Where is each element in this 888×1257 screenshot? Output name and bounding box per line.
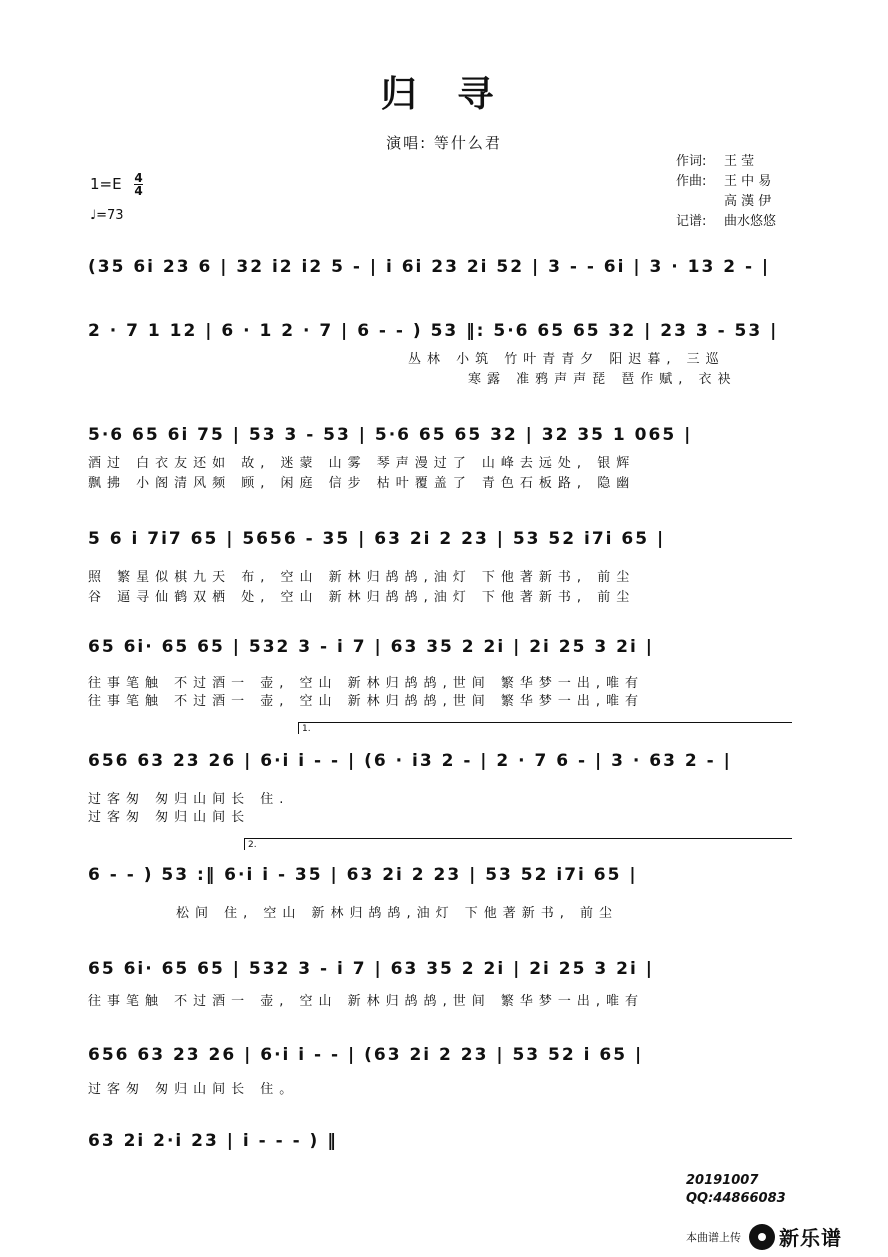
qq-text: QQ:44866083	[686, 1191, 786, 1206]
credit-value: 王 中 易	[724, 174, 772, 189]
notation-row: 65 6i· 65 65 | 532 3 - i 7 | 63 35 2 2i | 2i 25 3 2i |	[88, 637, 654, 657]
notation-row: 5·6 65 6i 75 | 53 3 - 53 | 5·6 65 65 32 | 32 35 1 065 |	[88, 425, 693, 445]
score-line-1	[88, 252, 794, 292]
lyric-verse-1: 往事笔触 不过酒一 壶, 空山 新林归鸪鸪,世间 繁华梦一出,唯有	[88, 994, 645, 1009]
time-signature	[134, 172, 142, 197]
credit-value: 高 漢 伊	[724, 194, 772, 209]
credits-block	[676, 152, 776, 232]
score-line-9	[88, 1040, 794, 1104]
score-line-4	[88, 524, 794, 608]
score-line-5	[88, 632, 794, 716]
score-line-8	[88, 954, 794, 1018]
score-line-10	[88, 1126, 794, 1162]
credit-composer	[676, 172, 776, 192]
key-signature	[90, 172, 143, 197]
notation-row: 656 63 23 26 | 6·i i - - | (6 · i3 2 - | 2 · 7 6 - | 3 · 63 2 - |	[88, 751, 732, 771]
footer-brand	[686, 1222, 842, 1251]
credit-label: 作曲:	[676, 174, 707, 189]
lyric-verse-1: 松间 住, 空山 新林归鸪鸪,油灯 下他著新书, 前尘	[176, 906, 619, 921]
song-title: 归 寻	[380, 74, 508, 115]
score-line-7	[88, 860, 794, 924]
credit-composer-2	[676, 192, 776, 212]
volta-1: 1.	[298, 722, 792, 734]
lyric-verse-1: 过客匆 匆归山间长 住。	[88, 1082, 299, 1097]
disc-logo-icon	[749, 1224, 775, 1250]
lyric-verse-2: 谷 逼寻仙鹤双栖 处, 空山 新林归鸪鸪,油灯 下他著新书, 前尘	[88, 590, 636, 605]
credit-label: 作词:	[676, 154, 707, 169]
brand-name: 新乐谱	[779, 1226, 842, 1250]
lyric-verse-2: 过客匆 匆归山间长	[88, 810, 251, 825]
credit-value: 王 莹	[724, 154, 755, 169]
score-line-6	[88, 746, 794, 830]
notation-row: 2 · 7 1 12 | 6 · 1 2 · 7 | 6 - - ) 53 ‖: 5·6 65 65 32 | 23 3 - 53 |	[88, 321, 779, 341]
notation-row: 65 6i· 65 65 | 532 3 - i 7 | 63 35 2 2i | 2i 25 3 2i |	[88, 959, 654, 979]
notation-row: 6 - - ) 53 :‖ 6·i i - 35 | 63 2i 2 23 | 53 52 i7i 65 |	[88, 865, 638, 885]
score-line-3	[88, 420, 794, 504]
lyric-verse-1: 过客匆 匆归山间长 住.	[88, 792, 290, 807]
lyric-verse-2: 飘拂 小阁清风频 顾, 闲庭 信步 枯叶覆盖了 青色石板路, 隐幽	[88, 476, 636, 491]
lyric-verse-1: 丛林 小筑 竹叶青青夕 阳迟暮, 三巡	[408, 352, 725, 367]
credit-transcriber	[676, 212, 776, 232]
credit-lyricist	[676, 152, 776, 172]
volta-2: 2.	[244, 838, 792, 850]
credit-value: 曲水悠悠	[724, 214, 777, 229]
lyric-verse-2: 往事笔触 不过酒一 壶, 空山 新林归鸪鸪,世间 繁华梦一出,唯有	[88, 694, 645, 709]
singer-line: 演唱: 等什么君	[386, 134, 502, 152]
tempo-marking: ♩=73	[90, 208, 124, 223]
time-sig-denominator: 4	[134, 184, 143, 198]
lyric-verse-1: 照 繁星似棋九天 布, 空山 新林归鸪鸪,油灯 下他著新书, 前尘	[88, 570, 636, 585]
notation-row: 5 6 i 7i7 65 | 5656 - 35 | 63 2i 2 23 | 53 52 i7i 65 |	[88, 529, 666, 549]
credit-label: 记谱:	[676, 214, 707, 229]
notation-row: 656 63 23 26 | 6·i i - - | (63 2i 2 23 | 53 52 i 65 |	[88, 1045, 644, 1065]
lyric-verse-1: 酒过 白衣友还如 故, 迷蒙 山雾 琴声漫过了 山峰去远处, 银辉	[88, 456, 636, 471]
key-text: 1=E	[90, 175, 122, 193]
notation-row: (35 6i 23 6 | 32 i2 i2 5 - | i 6i 23 2i 52 | 3 - - 6i | 3 · 13 2 - |	[88, 257, 771, 277]
lyric-verse-1: 往事笔触 不过酒一 壶, 空山 新林归鸪鸪,世间 繁华梦一出,唯有	[88, 676, 645, 691]
notation-row: 63 2i 2·i 23 | i - - - ) ‖	[88, 1131, 338, 1151]
upload-label: 本曲谱上传	[686, 1230, 741, 1244]
lyric-verse-2: 寒露 准鸦声声琵 琶作赋, 衣袂	[468, 372, 737, 387]
date-block	[686, 1172, 786, 1208]
score-line-2	[88, 316, 794, 400]
time-sig-numerator: 4	[134, 171, 143, 185]
date-text: 20191007	[686, 1173, 759, 1188]
